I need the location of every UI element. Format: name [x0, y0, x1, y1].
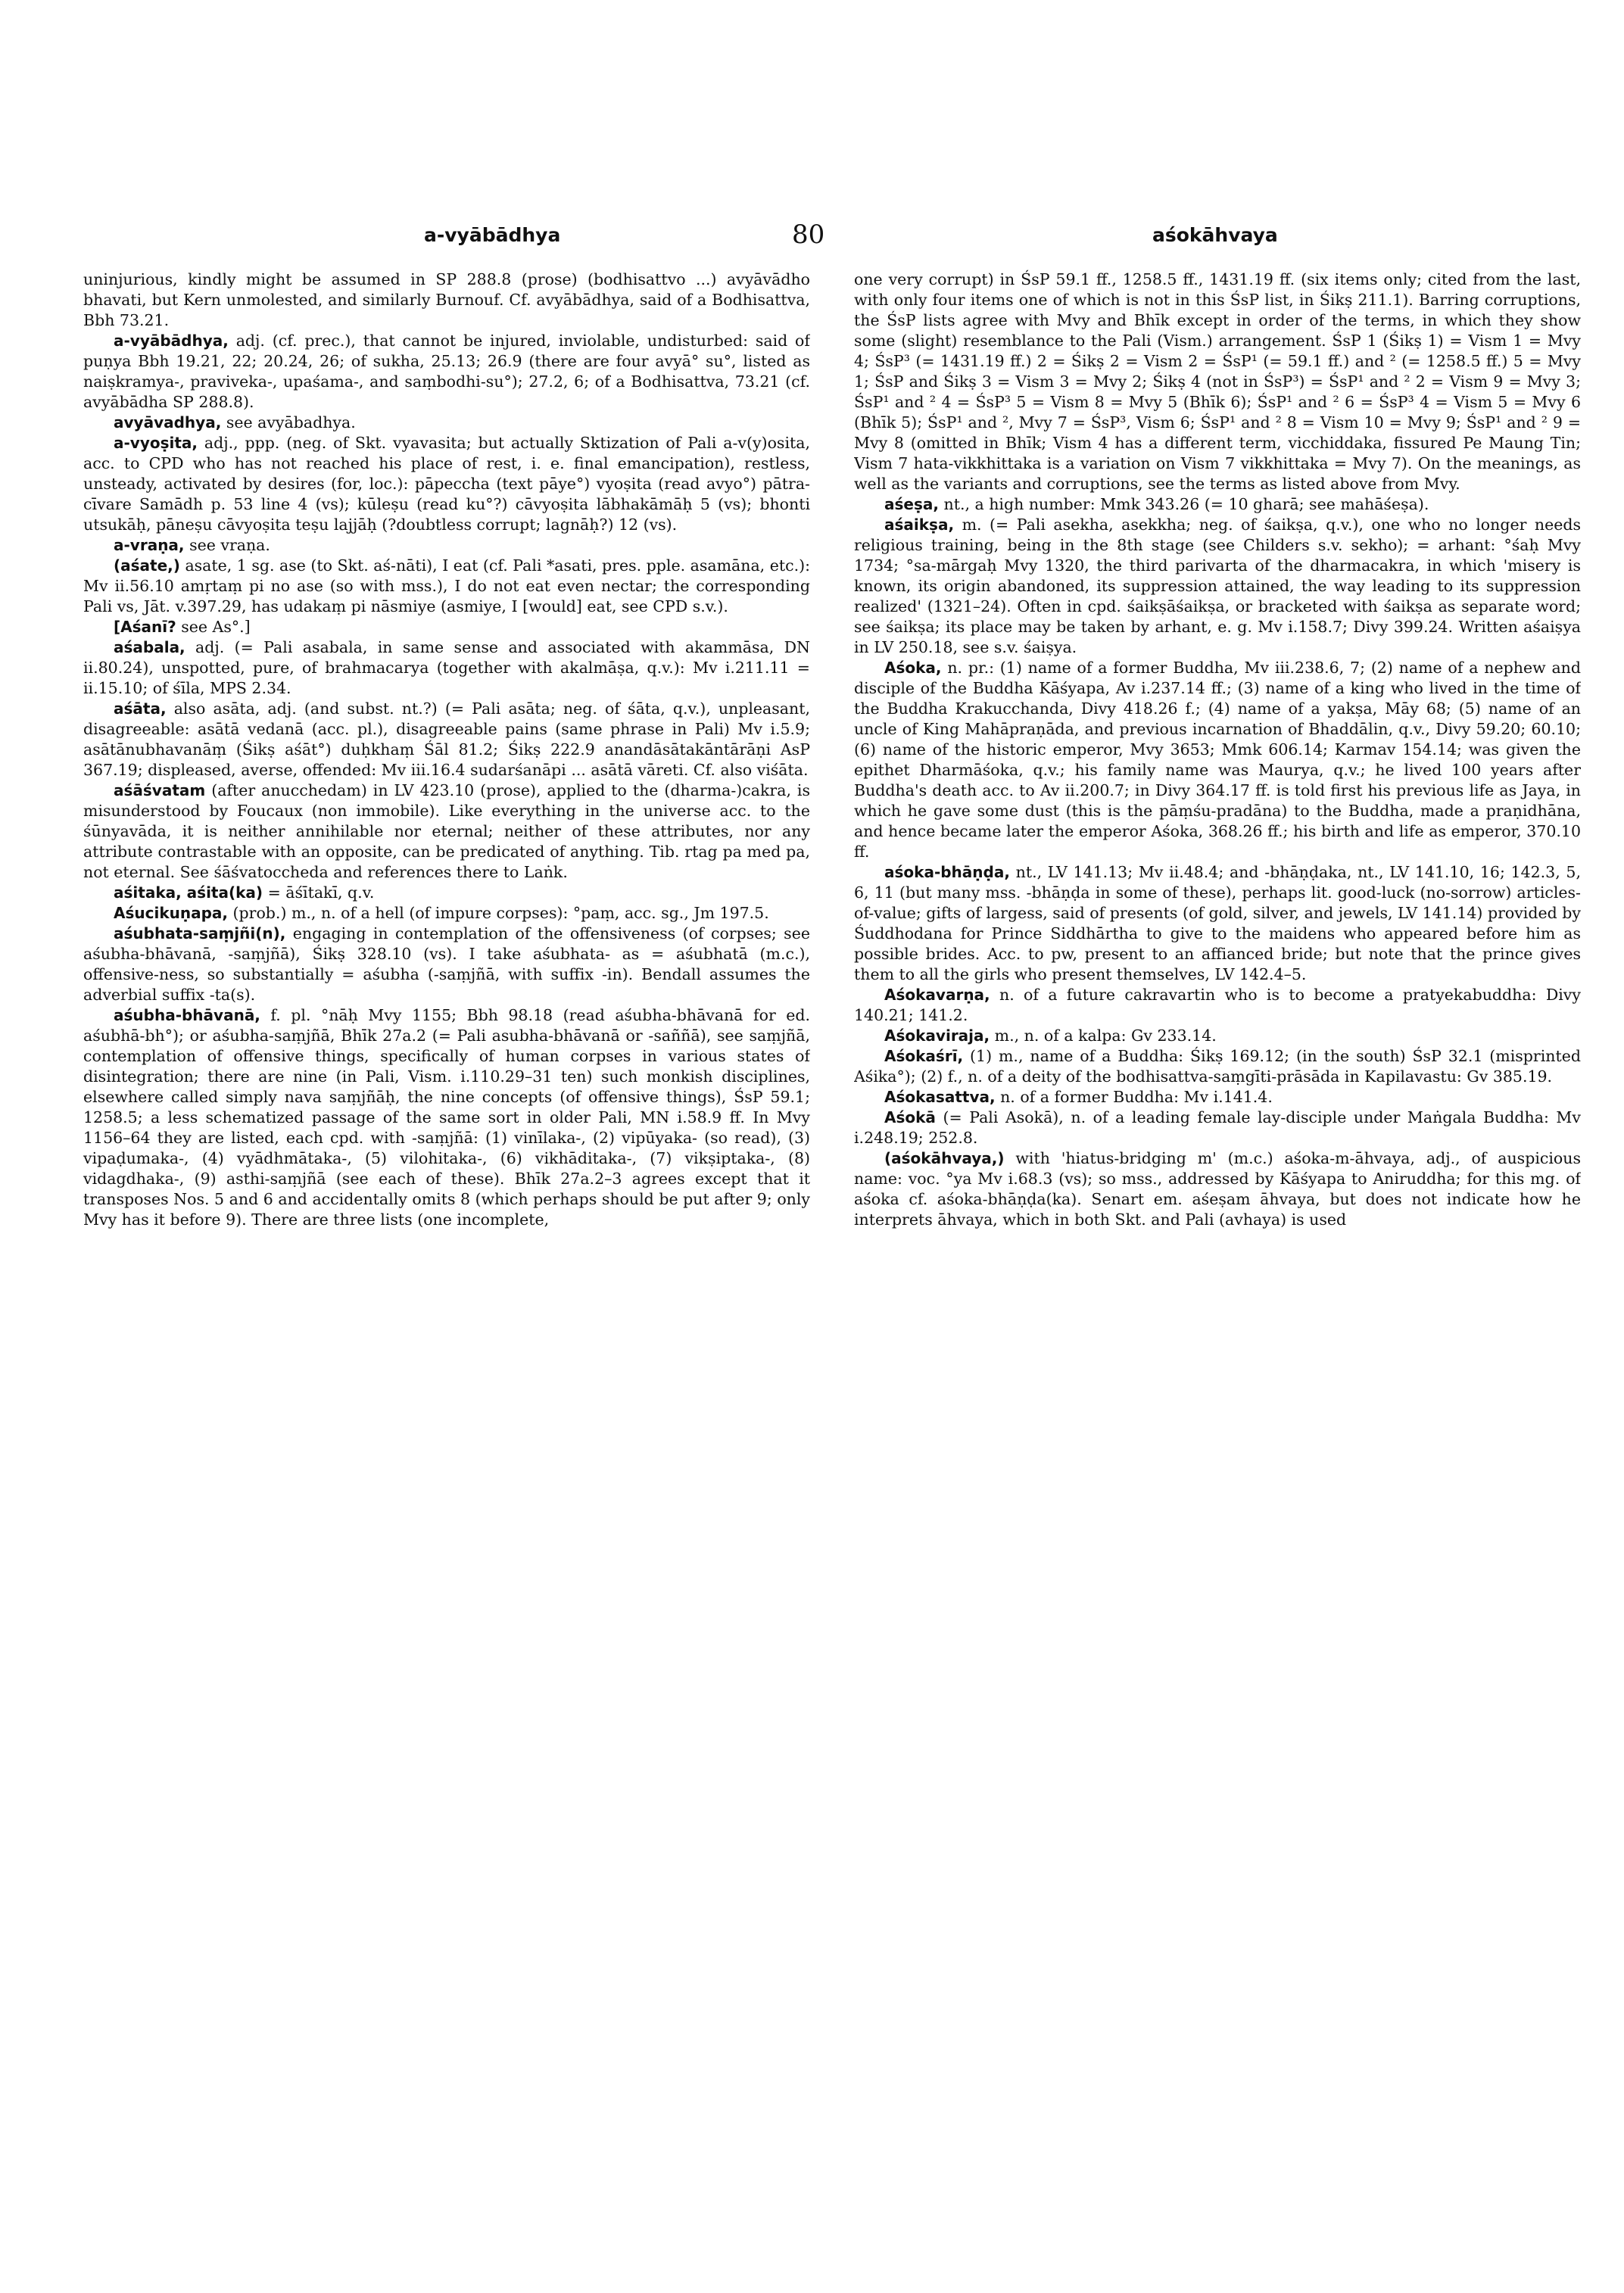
dictionary-entry — [83, 535, 810, 556]
dictionary-entry — [83, 637, 810, 699]
entry-headword: aśāta, — [114, 699, 167, 718]
entry-text: n. of a former Buddha: Mv i.141.4. — [1000, 1088, 1273, 1106]
dictionary-entry — [83, 903, 810, 924]
left-running-headword: a-vyābādhya — [424, 224, 561, 246]
entry-headword: Aśokaśrī, — [884, 1047, 964, 1065]
entry-text: adj. (cf. prec.), that cannot be injured, inviolable, undisturbed: said of puṇya Bbh 19.21, 22; 20.24, 26; of sukha, 25.13; 26.9 (there are four avyā° su°, listed as naiṣkramya-, praviveka-, upaśama-, and saṃbodhi-su°); 27.2, 6; of a Bodhisattva, 73.21 (cf. avyābādha SP 288.8). — [83, 332, 810, 411]
dictionary-entry — [83, 269, 810, 331]
entry-headword: aśubhata-saṃjñi(n), — [114, 924, 286, 942]
dictionary-entry — [854, 1026, 1581, 1046]
dictionary-entry — [83, 883, 810, 903]
entry-headword: Aśokasattva, — [884, 1088, 996, 1106]
entry-text: one very corrupt) in ŚsP 59.1 ff., 1258.5 ff., 1431.19 ff. (six items only; cited from the last, with only four items one of which is not in this ŚsP list, in Śikṣ 211.1). Barring corruptions, the ŚsP lists agree with Mvy and Bhīk except in order of the terms, in which they show some (slight) resemblance to the Pali (Vism.) arrangement. ŚsP 1 (Śikṣ 1) = Vism 1 = Mvy 4; ŚsP³ (= 1431.19 ff.) 2 = Śikṣ 2 = Vism 2 = ŚsP¹ (= 59.1 ff.) and ² (= 1258.5 ff.) 5 = Mvy 1; ŚsP and Śikṣ 3 = Vism 3 = Mvy 2; Śikṣ 4 (not in ŚsP³) = ŚsP¹ and ² 2 = Vism 9 = Mvy 3; ŚsP¹ and ² 4 = ŚsP³ 5 = Vism 8 = Mvy 5 (Bhīk 6); ŚsP¹ and ² 6 = ŚsP³ 4 = Vism 5 = Mvy 6 (Bhīk 5); ŚsP¹ and ², Mvy 7 = ŚsP³, Vism 6; ŚsP¹ and ² 8 = Vism 10 = Mvy 9; ŚsP¹ and ² 9 = Mvy 8 (omitted in Bhīk; Vism 4 has a different term, vicchiddaka, fissured Pe Maung Tin; Vism 7 hata-vikkhittaka is a variation on Vism 7 vikkhittaka = Mvy 7). On the meanings, as well as the variants and corruptions, see the terms as listed above from Mvy. — [854, 270, 1581, 493]
entry-text: (= Pali Asokā), n. of a leading female lay-disciple under Maṅgala Buddha: Mv i.248.19; 252.8. — [854, 1108, 1581, 1147]
entry-text: engaging in contemplation of the offensiveness (of corpses; see aśubha-bhāvanā, -saṃjñā), Śikṣ 328.10 (vs). I take aśubhata- as = aśubhatā (m.c.), offensive-ness, so substantially = aśubha (-saṃjñā, with suffix -in). Bendall assumes the adverbial suffix -ta(s). — [83, 924, 810, 1004]
left-column — [83, 269, 810, 2238]
dictionary-entry — [854, 515, 1581, 658]
entry-text: n. of a future cakravartin who is to become a pratyekabuddha: Divy 140.21; 141.2. — [854, 986, 1581, 1024]
entry-text: uninjurious, kindly might be assumed in SP 288.8 (prose) (bodhisattvo ...) avyāvādho bhavati, but Kern unmolested, and similarly Burnouf. Cf. avyābādhya, said of a Bodhisattva, Bbh 73.21. — [83, 270, 810, 329]
entry-text: adj., ppp. (neg. of Skt. vyavasita; but actually Sktization of Pali a-v(y)osita, acc. to CPD who has not reached his place of rest, i. e. final emancipation), restless, unsteady, activated by desires (for, loc.): pāpeccha (text pāye°) vyoṣita (read avyo°) pātra-cīvare Samādh p. 53 line 4 (vs); kūleṣu (read ku°?) cāvyoṣita lābhakāmāḥ 5 (vs); bhonti utsukāḥ, pāneṣu cāvyoṣita teṣu lajjāḥ (?doubtless corrupt; lagnāḥ?) 12 (vs). — [83, 434, 810, 534]
dictionary-entry — [83, 413, 810, 433]
entry-headword: a-vyābādhya, — [114, 332, 229, 350]
dictionary-entry — [83, 699, 810, 780]
entry-text: n. pr.: (1) name of a former Buddha, Mv iii.238.6, 7; (2) name of a nephew and disciple of the Buddha Kāśyapa, Av i.237.14 ff.; (3) name of a king who lived in the time of the Buddha Krakucchanda, Divy 418.26 f.; (4) name of a yakṣa, Māy 68; (5) name of an uncle of King Mahāpraṇāda, and previous incarnation of Bhaddālin, q.v., Divy 59.20; 60.10; (6) name of the historic emperor, Mvy 3653; Mmk 606.14; Karmav 154.14; was given the epithet Dharmāśoka, q.v.; his family name was Maurya, q.v.; he lived 100 years after Buddha's death acc. to Av ii.200.7; in Divy 364.17 ff. is told first his previous life as Jaya, in which he gave some dust (this is the pāṃśu-pradāna) to the Buddha, made a praṇidhāna, and hence became later the emperor Aśoka, 368.26 ff.; his birth and life as emperor, 370.10 ff. — [854, 659, 1581, 861]
entry-headword: avyāvadhya, — [114, 413, 222, 431]
dictionary-entry — [83, 556, 810, 617]
entry-text: adj. (= Pali asabala, in same sense and associated with akammāsa, DN ii.80.24), unspotted, pure, of brahmacarya (together with akalmāṣa, q.v.): Mv i.211.11 = ii.15.10; of śīla, MPS 2.34. — [83, 638, 810, 697]
entry-headword: Aśokā — [884, 1108, 936, 1126]
entry-text: f. pl. °nāḥ Mvy 1155; Bbh 98.18 (read aśubha-bhāvanā for ed. aśubhā-bh°); or aśubha-saṃjñā, Bhīk 27a.2 (= Pali asubha-bhāvanā or -saññā), see saṃjñā, contemplation of offensive things, specifically of human corpses in various states of disintegration; there are nine (in Pali, Vism. i.110.29–31 ten) such monkish disciplines, elsewhere called simply nava saṃjñāḥ, the nine concepts (of offensive things), ŚsP 59.1; 1258.5; a less schematized passage of the same sort in older Pali, MN i.58.9 ff. In Mvy 1156–64 they are listed, each cpd. with -saṃjñā: (1) vinīlaka-, (2) vipūyaka- (so read), (3) vipaḍumaka-, (4) vyādhmātaka-, (5) vilohitaka-, (6) vikhāditaka-, (7) vikṣiptaka-, (8) vidagdhaka-, (9) asthi-saṃjñā (see each of these). Bhīk 27a.2–3 agrees except that it transposes Nos. 5 and 6 and accidentally omits 8 (which perhaps should be put after 9; only Mvy has it before 9). There are three lists (one incomplete, — [83, 1006, 810, 1229]
entry-text: see vraṇa. — [189, 536, 270, 554]
entry-headword: aśoka-bhāṇḍa, — [884, 863, 1010, 881]
entry-headword: Aśokavarṇa, — [884, 986, 990, 1004]
entry-headword: a-vyoṣita, — [114, 434, 198, 452]
entry-text: = āśītakī, q.v. — [267, 883, 375, 902]
entry-text: with 'hiatus-bridging m' (m.c.) aśoka-m-āhvaya, adj., of auspicious name: voc. °ya Mv i.68.3 (vs); so mss., addressed by Kāśyapa to Aniruddha; for this mg. of aśoka cf. aśoka-bhāṇḍa(ka). Senart em. aśeṣam āhvaya, but does not indicate how he interprets āhvaya, which in both Skt. and Pali (avhaya) is used — [854, 1149, 1581, 1229]
entry-headword: (aśokāhvaya,) — [884, 1149, 1005, 1167]
entry-text: (prob.) m., n. of a hell (of impure corpses): °paṃ, acc. sg., Jm 197.5. — [232, 904, 769, 922]
dictionary-entry — [854, 269, 1581, 494]
entry-headword: [Aśanī? — [114, 618, 176, 636]
dictionary-entry — [854, 1046, 1581, 1087]
dictionary-entry — [854, 862, 1581, 985]
entry-headword: aśabala, — [114, 638, 185, 656]
entry-headword: Aśucikuṇapa, — [114, 904, 229, 922]
dictionary-entry — [854, 1108, 1581, 1148]
dictionary-entry — [83, 780, 810, 883]
entry-text: see avyābadhya. — [226, 413, 356, 431]
dictionary-entry — [83, 617, 810, 637]
dictionary-entry — [854, 1148, 1581, 1230]
dictionary-entry — [83, 331, 810, 413]
entry-text: nt., a high number: Mmk 343.26 (= 10 gharā; see mahāśeṣa). — [943, 495, 1429, 513]
running-header — [0, 220, 1624, 254]
right-column — [854, 269, 1581, 2238]
dictionary-entry — [854, 1087, 1581, 1108]
entry-text: (after anucchedam) in LV 423.10 (prose), applied to the (dharma-)cakra, is misunderstood by Foucaux (non immobile). Like everything in the universe acc. to the śūnyavāda, it is neither annihilable nor eternal; neither of these attributes, nor any attribute contrastable with an opposite, can be predicated of anything. Tib. rtag pa med pa, not eternal. See śāśvatoccheda and references there to Laṅk. — [83, 781, 810, 881]
entry-text: asate, 1 sg. ase (to Skt. aś-nāti), I eat (cf. Pali *asati, pres. pple. asamāna, etc.): Mv ii.56.10 amṛtaṃ pi no ase (so with mss.), I do not eat even nectar; the corresponding Pali vs, Jāt. v.397.29, has udakaṃ pi nāsmiye (asmiye, I [would] eat, see CPD s.v.). — [83, 556, 810, 615]
entry-headword: aśeṣa, — [884, 495, 939, 513]
dictionary-entry — [83, 433, 810, 535]
dictionary-entry — [854, 658, 1581, 862]
page-number: 80 — [792, 220, 825, 250]
entry-headword: Aśokaviraja, — [884, 1027, 990, 1045]
entry-headword: aśitaka, aśita(ka) — [114, 883, 263, 902]
entry-text: also asāta, adj. (and subst. nt.?) (= Pali asāta; neg. of śāta, q.v.), unpleasant, disagreeable: asātā vedanā (acc. pl.), disagreeable pains (same phrase in Pali) Mv i.5.9; asātānubhavanāṃ (Śikṣ aśāt°) duḥkhaṃ Śāl 81.2; Śikṣ 222.9 anandāsātakāntārāṇi AsP 367.19; displeased, averse, offended: Mv iii.16.4 sudarśanāpi ... asātā vāreti. Cf. also viśāta. — [83, 699, 810, 779]
entry-headword: (aśate,) — [114, 556, 180, 575]
entry-text: m. (= Pali asekha, asekkha; neg. of śaikṣa, q.v.), one who no longer needs religious training, being in the 8th stage (see Childers s.v. sekho); = arhant: °śaḥ Mvy 1734; °sa-mārgaḥ Mvy 1320, the third parivarta of the dharmacakra, in which 'misery is known, its origin abandoned, its suppression attained, the way leading to its suppression realized' (1321–24). Often in cpd. śaikṣāśaikṣa, or bracketed with śaikṣa as separate word; see śaikṣa; its place may be taken by arhant, e. g. Mv i.158.7; Divy 399.24. Written aśaiṣya in LV 250.18, see s.v. śaiṣya. — [854, 516, 1581, 656]
dictionary-entry — [854, 494, 1581, 515]
entry-headword: a-vraṇa, — [114, 536, 185, 554]
entry-headword: aśubha-bhāvanā, — [114, 1006, 260, 1024]
dictionary-entry — [854, 985, 1581, 1026]
right-running-headword: aśokāhvaya — [1152, 224, 1278, 246]
entry-text: nt., LV 141.13; Mv ii.48.4; and -bhāṇḍaka, nt., LV 141.10, 16; 142.3, 5, 6, 11 (but many mss. -bhāṇḍa in some of these), perhaps lit. good-luck (no-sorrow) articles-of-value; gifts of largess, said of presents (of gold, silver, and jewels, LV 141.14) provided by Śuddhodana for Prince Siddhārtha to give to the maidens who appeared before him as possible brides. Acc. to pw, present to an affianced bride; but note that the prince gives them to all the girls who present themselves, LV 142.4–5. — [854, 863, 1581, 983]
dictionary-entry — [83, 1005, 810, 1230]
entry-text: m., n. of a kalpa: Gv 233.14. — [994, 1027, 1217, 1045]
dictionary-entry — [83, 924, 810, 1005]
entry-headword: aśaikṣa, — [884, 516, 955, 534]
entry-headword: aśāśvatam — [114, 781, 206, 799]
entry-text: (1) m., name of a Buddha: Śikṣ 169.12; (in the south) ŚsP 32.1 (misprinted Aśika°); (2) f., n. of a deity of the bodhisattva-saṃgīti-prāsāda in Kapilavastu: Gv 385.19. — [854, 1047, 1581, 1086]
entry-text: see As°.] — [181, 618, 251, 636]
entry-headword: Aśoka, — [884, 659, 942, 677]
